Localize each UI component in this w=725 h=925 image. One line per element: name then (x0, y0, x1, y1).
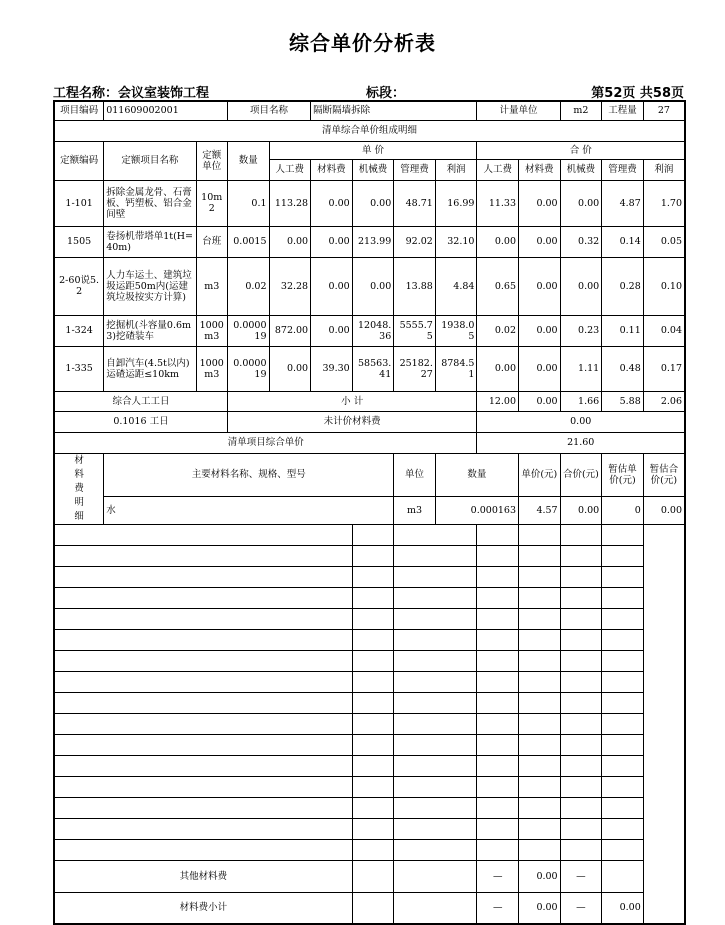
item-unit: m2 (560, 101, 602, 120)
cell-value: 16.99 (435, 180, 477, 226)
col-profit: 利润 (643, 159, 685, 180)
row-qty: 0.000019 (227, 346, 269, 391)
cell-value: 25182.27 (394, 346, 436, 391)
empty-cell (54, 650, 352, 671)
empty-row (54, 776, 685, 797)
empty-cell (477, 671, 519, 692)
item-name: 隔断隔墙拆除 (311, 101, 477, 120)
empty-cell (519, 587, 561, 608)
empty-cell (519, 524, 561, 545)
cell-value: 0.00 (519, 226, 561, 257)
material-qty: 0.000163 (435, 496, 518, 524)
empty-cell (560, 818, 602, 839)
cell-value: 113.28 (269, 180, 311, 226)
col-quota-code: 定额编码 (54, 141, 104, 180)
cell-value: 13.88 (394, 257, 436, 315)
empty-cell (394, 629, 477, 650)
empty-cell (352, 545, 394, 566)
empty-row (54, 713, 685, 734)
empty-cell (394, 566, 477, 587)
labor-days-value: 0.1016 工日 (54, 411, 227, 432)
empty-cell (54, 692, 352, 713)
col-total-price: 合 价 (477, 141, 685, 159)
row-unit: m3 (196, 257, 227, 315)
empty-cell (394, 818, 477, 839)
empty-cell (54, 566, 352, 587)
empty-cell (560, 797, 602, 818)
cell-value: 32.28 (269, 257, 311, 315)
empty-cell (602, 860, 644, 892)
empty-cell (394, 692, 477, 713)
list-item (54, 496, 685, 524)
cell-value: 11.33 (477, 180, 519, 226)
cell-value: 4.87 (602, 180, 644, 226)
row-unit: 台班 (196, 226, 227, 257)
other-material-label: 其他材料费 (54, 860, 352, 892)
empty-cell (477, 566, 519, 587)
empty-cell (394, 892, 477, 924)
subtotal-value: 2.06 (643, 391, 685, 411)
empty-cell (602, 713, 644, 734)
col-material-name: 主要材料名称、规格、型号 (104, 453, 394, 496)
empty-cell (54, 797, 352, 818)
empty-cell (602, 755, 644, 776)
empty-cell (519, 818, 561, 839)
analysis-table (53, 100, 686, 925)
subtotal-value: 0.00 (519, 391, 561, 411)
name-label: 项目名称 (227, 101, 310, 120)
empty-cell (352, 755, 394, 776)
cell-value: 58563.41 (352, 346, 394, 391)
empty-cell (602, 650, 644, 671)
col-machine: 机械费 (560, 159, 602, 180)
empty-cell (54, 608, 352, 629)
row-qty: 0.000019 (227, 315, 269, 346)
row-unit: 10m2 (196, 180, 227, 226)
empty-cell (394, 713, 477, 734)
empty-cell (54, 755, 352, 776)
empty-cell (602, 608, 644, 629)
col-quota-name: 定额项目名称 (104, 141, 196, 180)
empty-cell (394, 545, 477, 566)
cell-value: 0.00 (269, 346, 311, 391)
col-material-qty: 数量 (435, 453, 518, 496)
empty-cell (519, 650, 561, 671)
row-unit: 1000m3 (196, 315, 227, 346)
empty-cell (394, 860, 477, 892)
cell-value: 5555.75 (394, 315, 436, 346)
empty-cell (352, 734, 394, 755)
cell-value: 0.65 (477, 257, 519, 315)
cell-value: 0.00 (311, 315, 353, 346)
empty-cell (602, 545, 644, 566)
empty-cell (560, 755, 602, 776)
empty-cell (54, 818, 352, 839)
empty-cell (352, 524, 394, 545)
empty-cell (394, 797, 477, 818)
empty-cell (54, 776, 352, 797)
cell-value: 0.00 (519, 180, 561, 226)
table-row (54, 315, 685, 346)
cell-value: 48.71 (394, 180, 436, 226)
section-label: 标段： (366, 86, 406, 101)
empty-cell (477, 755, 519, 776)
empty-cell (394, 524, 477, 545)
empty-row (54, 545, 685, 566)
empty-cell (602, 692, 644, 713)
empty-cell (352, 839, 394, 860)
empty-cell (602, 797, 644, 818)
material-subtotal-total: 0.00 (519, 892, 561, 924)
cell-value: 872.00 (269, 315, 311, 346)
empty-cell (560, 650, 602, 671)
empty-row (54, 755, 685, 776)
row-code: 1-324 (54, 315, 104, 346)
table-row (54, 346, 685, 391)
cell-value: 0.00 (311, 180, 353, 226)
composite-price-value: 21.60 (477, 432, 685, 453)
empty-cell (560, 587, 602, 608)
empty-cell (477, 776, 519, 797)
empty-cell (54, 587, 352, 608)
empty-cell (602, 671, 644, 692)
empty-cell (394, 608, 477, 629)
empty-cell (54, 713, 352, 734)
cell-value: 0.00 (519, 257, 561, 315)
empty-cell (352, 608, 394, 629)
empty-cell (394, 839, 477, 860)
unpriced-material-value: 0.00 (477, 411, 685, 432)
cell-value: 0.00 (477, 346, 519, 391)
empty-cell (602, 734, 644, 755)
material-est-total: 0.00 (643, 496, 685, 524)
row-name: 自卸汽车(4.5t以内)运碴运距≤10km (104, 346, 196, 391)
table-row (54, 226, 685, 257)
empty-cell (352, 692, 394, 713)
subtotal-value: 12.00 (477, 391, 519, 411)
cell-value: 1.70 (643, 180, 685, 226)
material-detail-label: 材料费明细 (54, 453, 104, 524)
empty-cell (477, 629, 519, 650)
empty-cell (519, 734, 561, 755)
cell-value: 0.00 (311, 226, 353, 257)
item-qty: 27 (643, 101, 685, 120)
empty-cell (54, 629, 352, 650)
page-number: 第52页 共58页 (591, 86, 684, 101)
empty-cell (54, 545, 352, 566)
empty-cell (477, 650, 519, 671)
empty-cell (560, 692, 602, 713)
empty-row (54, 839, 685, 860)
cell-value: 4.84 (435, 257, 477, 315)
empty-cell (477, 545, 519, 566)
material-subtotal-price: — (477, 892, 519, 924)
empty-cell (519, 608, 561, 629)
col-labor: 人工费 (269, 159, 311, 180)
qty-label: 工程量 (602, 101, 644, 120)
col-est-price: 暂估单价(元) (602, 453, 644, 496)
empty-cell (519, 671, 561, 692)
empty-cell (602, 566, 644, 587)
empty-cell (477, 734, 519, 755)
col-quota-unit: 定额单位 (196, 141, 227, 180)
empty-cell (352, 713, 394, 734)
empty-cell (352, 566, 394, 587)
material-price: 4.57 (519, 496, 561, 524)
cell-value: 0.32 (560, 226, 602, 257)
col-material: 材料费 (311, 159, 353, 180)
cell-value: 0.17 (643, 346, 685, 391)
material-name: 水 (104, 496, 394, 524)
cell-value: 0.28 (602, 257, 644, 315)
col-material-unit: 单位 (394, 453, 436, 496)
material-subtotal-est-price: — (560, 892, 602, 924)
table-row (54, 180, 685, 226)
empty-cell (477, 797, 519, 818)
cell-value: 8784.51 (435, 346, 477, 391)
empty-row (54, 587, 685, 608)
empty-cell (602, 839, 644, 860)
cell-value: 0.00 (560, 257, 602, 315)
empty-cell (477, 587, 519, 608)
row-qty: 0.02 (227, 257, 269, 315)
empty-cell (394, 755, 477, 776)
empty-row (54, 818, 685, 839)
cell-value: 0.05 (643, 226, 685, 257)
empty-row (54, 566, 685, 587)
col-unit-price: 单 价 (269, 141, 477, 159)
cell-value: 0.10 (643, 257, 685, 315)
empty-cell (560, 671, 602, 692)
empty-cell (560, 608, 602, 629)
row-name: 拆除金属龙骨、石膏板、钙塑板、铝合金间壁 (104, 180, 196, 226)
cell-value: 0.00 (560, 180, 602, 226)
empty-cell (477, 608, 519, 629)
unit-label: 计量单位 (477, 101, 560, 120)
empty-row (54, 524, 685, 545)
col-material: 材料费 (519, 159, 561, 180)
cell-value: 0.23 (560, 315, 602, 346)
empty-cell (602, 587, 644, 608)
empty-cell (394, 671, 477, 692)
cell-value: 0.11 (602, 315, 644, 346)
cell-value: 0.00 (269, 226, 311, 257)
composite-price-label: 清单项目综合单价 (54, 432, 477, 453)
empty-cell (519, 545, 561, 566)
material-subtotal-label: 材料费小计 (54, 892, 352, 924)
empty-cell (602, 776, 644, 797)
empty-row (54, 734, 685, 755)
empty-cell (519, 713, 561, 734)
empty-cell (477, 839, 519, 860)
row-code: 1-101 (54, 180, 104, 226)
empty-cell (602, 524, 644, 545)
page-title: 综合单价分析表 (289, 31, 436, 55)
empty-row (54, 629, 685, 650)
subtotal-value: 5.88 (602, 391, 644, 411)
cell-value: 1.11 (560, 346, 602, 391)
cell-value: 0.00 (352, 257, 394, 315)
empty-cell (352, 860, 394, 892)
material-unit: m3 (394, 496, 436, 524)
material-est-price: 0 (602, 496, 644, 524)
empty-cell (477, 692, 519, 713)
col-mgmt: 管理费 (394, 159, 436, 180)
empty-cell (477, 818, 519, 839)
empty-cell (560, 776, 602, 797)
col-labor: 人工费 (477, 159, 519, 180)
row-unit: 1000m3 (196, 346, 227, 391)
empty-cell (394, 650, 477, 671)
col-machine: 机械费 (352, 159, 394, 180)
empty-cell (352, 797, 394, 818)
row-code: 1505 (54, 226, 104, 257)
cell-value: 12048.36 (352, 315, 394, 346)
labor-days-label: 综合人工工日 (54, 391, 227, 411)
empty-cell (54, 734, 352, 755)
col-material-total: 合价(元) (560, 453, 602, 496)
empty-cell (477, 524, 519, 545)
cell-value: 0.14 (602, 226, 644, 257)
empty-cell (352, 587, 394, 608)
empty-cell (519, 776, 561, 797)
cell-value: 39.30 (311, 346, 353, 391)
empty-cell (519, 566, 561, 587)
row-code: 1-335 (54, 346, 104, 391)
material-subtotal-est-total: 0.00 (602, 892, 644, 924)
empty-cell (352, 671, 394, 692)
empty-cell (394, 776, 477, 797)
empty-row (54, 671, 685, 692)
empty-row (54, 692, 685, 713)
other-total: 0.00 (519, 860, 561, 892)
empty-cell (352, 818, 394, 839)
cell-value: 0.02 (477, 315, 519, 346)
row-name: 卷扬机带塔单1t(H=40m) (104, 226, 196, 257)
empty-cell (394, 734, 477, 755)
empty-cell (477, 713, 519, 734)
empty-cell (352, 776, 394, 797)
subtotal-value: 1.66 (560, 391, 602, 411)
empty-cell (519, 797, 561, 818)
cell-value: 0.00 (477, 226, 519, 257)
table-row (54, 257, 685, 315)
empty-cell (54, 671, 352, 692)
empty-cell (352, 892, 394, 924)
material-total: 0.00 (560, 496, 602, 524)
empty-cell (519, 692, 561, 713)
empty-row (54, 650, 685, 671)
empty-cell (560, 734, 602, 755)
item-code: 011609002001 (104, 101, 228, 120)
other-est-price: — (560, 860, 602, 892)
empty-cell (394, 587, 477, 608)
empty-cell (519, 839, 561, 860)
empty-cell (602, 818, 644, 839)
empty-cell (352, 650, 394, 671)
unpriced-material-label: 未计价材料费 (227, 411, 477, 432)
cell-value: 213.99 (352, 226, 394, 257)
cell-value: 0.04 (643, 315, 685, 346)
cell-value: 92.02 (394, 226, 436, 257)
col-quantity: 数量 (227, 141, 269, 180)
empty-cell (519, 755, 561, 776)
empty-cell (560, 566, 602, 587)
empty-row (54, 608, 685, 629)
empty-cell (352, 629, 394, 650)
cell-value: 0.00 (519, 315, 561, 346)
row-qty: 0.0015 (227, 226, 269, 257)
cell-value: 0.00 (311, 257, 353, 315)
empty-cell (560, 629, 602, 650)
section-title: 清单综合单价组成明细 (54, 120, 685, 141)
empty-cell (560, 524, 602, 545)
cell-value: 0.00 (519, 346, 561, 391)
empty-cell (560, 839, 602, 860)
col-est-total: 暂估合价(元) (643, 453, 685, 496)
row-name: 挖掘机(斗容量0.6m3)挖碴装车 (104, 315, 196, 346)
col-material-price: 单价(元) (519, 453, 561, 496)
empty-cell (54, 524, 352, 545)
empty-cell (54, 839, 352, 860)
empty-cell (560, 713, 602, 734)
cell-value: 0.48 (602, 346, 644, 391)
project-name: 工程名称：会议室装饰工程 (53, 86, 210, 101)
col-profit: 利润 (435, 159, 477, 180)
empty-cell (519, 629, 561, 650)
other-price: — (477, 860, 519, 892)
empty-cell (560, 545, 602, 566)
empty-cell (602, 629, 644, 650)
code-label: 项目编码 (54, 101, 104, 120)
row-code: 2-60说5.2 (54, 257, 104, 315)
cell-value: 32.10 (435, 226, 477, 257)
empty-row (54, 797, 685, 818)
subtotal-label: 小 计 (227, 391, 477, 411)
cell-value: 1938.05 (435, 315, 477, 346)
col-mgmt: 管理费 (602, 159, 644, 180)
cell-value: 0.00 (352, 180, 394, 226)
row-name: 人力车运土、建筑垃圾运距50m内(运建筑垃圾按实方计算) (104, 257, 196, 315)
row-qty: 0.1 (227, 180, 269, 226)
